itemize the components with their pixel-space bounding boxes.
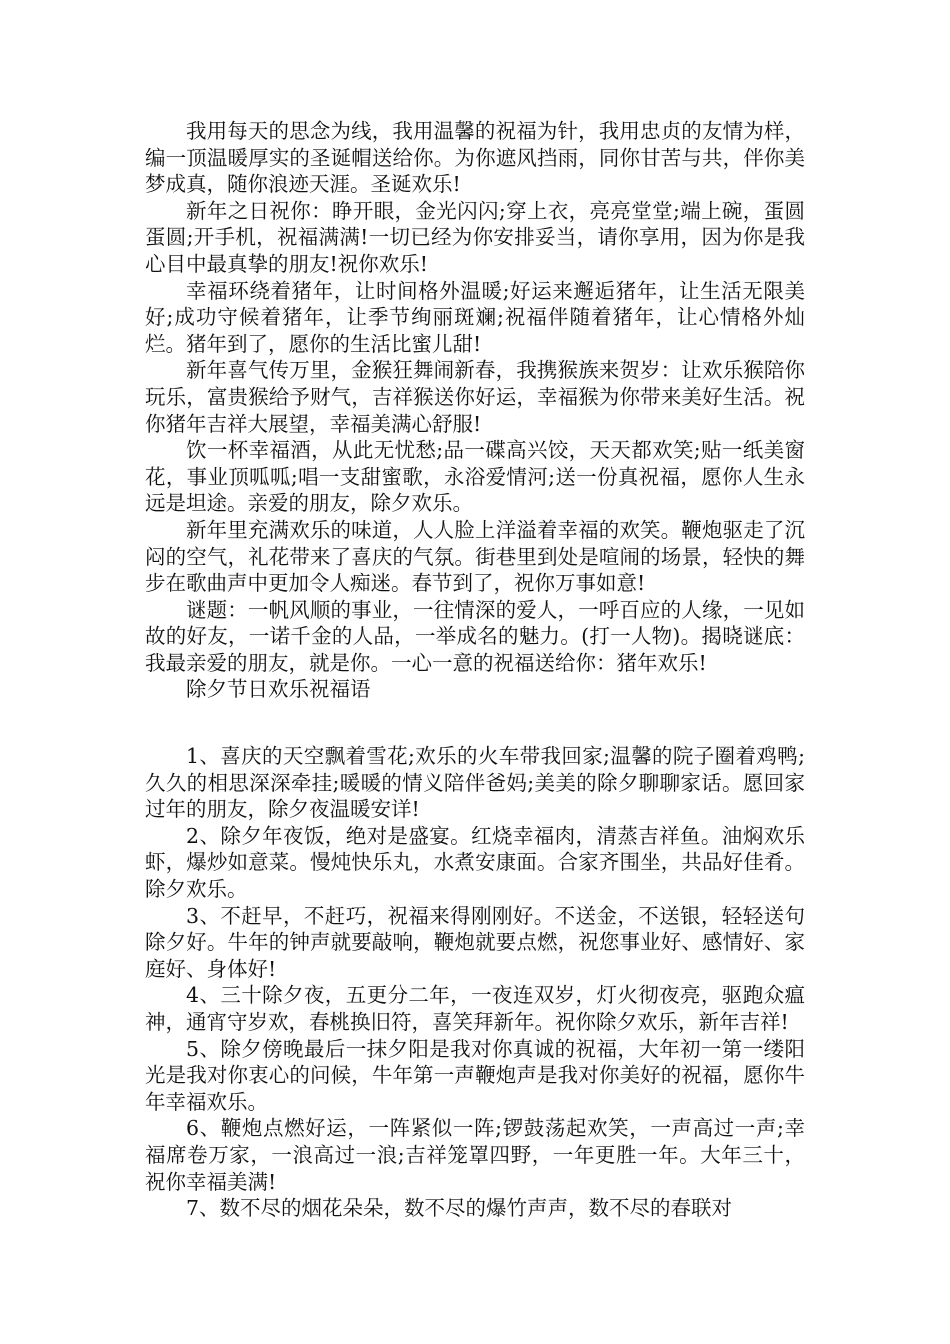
list-item-3: 3、不赶早，不赶巧，祝福来得刚刚好。不送金，不送银，轻轻送句除夕好。牛年的钟声就要敲响，鞭炮就要点燃，祝您事业好、感情好、家庭好、身体好!: [145, 903, 805, 981]
paragraph-festive-streets: 新年里充满欢乐的味道，人人脸上洋溢着幸福的欢笑。鞭炮驱走了沉闷的空气，礼花带来了喜庆的气氛。街巷里到处是喧闹的场景，轻快的舞步在歌曲声中更加令人痴迷。春节到了，祝你万事如意!: [145, 517, 805, 596]
list-item-5: 5、除夕傍晚最后一抹夕阳是我对你真诚的祝福，大年初一第一缕阳光是我对你衷心的问候，牛年第一声鞭炮声是我对你美好的祝福，愿你牛年幸福欢乐。: [145, 1036, 805, 1114]
paragraph-new-year-day: 新年之日祝你：睁开眼，金光闪闪;穿上衣，亮亮堂堂;端上碗，蛋圆蛋圆;开手机，祝福满满!一切已经为你安排妥当，请你享用，因为你是我心目中最真挚的朋友!祝你欢乐!: [145, 198, 805, 276]
paragraph-wine-and-dumplings: 饮一杯幸福酒，从此无忧愁;品一碟高兴饺，天天都欢笑;贴一纸美窗花，事业顶呱呱;唱一支甜蜜歌，永浴爱情河;送一份真祝福，愿你人生永远是坦途。亲爱的朋友，除夕欢乐。: [145, 438, 805, 516]
paragraph-riddle: 谜题：一帆风顺的事业，一往情深的爱人，一呼百应的人缘，一见如故的好友，一诺千金的人品，一举成名的魅力。(打一人物)。揭晓谜底：我最亲爱的朋友，就是你。一心一意的祝福送给你：猪年欢乐!: [145, 597, 805, 675]
blank-line: [145, 703, 805, 743]
list-item-2: 2、除夕年夜饭，绝对是盛宴。红烧幸福肉，清蒸吉祥鱼。油焖欢乐虾，爆炒如意菜。慢炖快乐丸，水煮安康面。合家齐围坐，共品好佳肴。除夕欢乐。: [145, 823, 805, 902]
list-item-1: 1、喜庆的天空飘着雪花;欢乐的火车带我回家;温馨的院子圈着鸡鸭;久久的相思深深牵挂;暖暖的情义陪伴爸妈;美美的除夕聊聊家话。愿回家过年的朋友，除夕夜温暖安详!: [145, 744, 805, 822]
document-page: [145, 118, 805, 1222]
paragraph-christmas-hat: 我用每天的思念为线，我用温馨的祝福为针，我用忠贞的友情为样，编一顶温暖厚实的圣诞帽送给你。为你遮风挡雨，同你甘苦与共，伴你美梦成真，随你浪迹天涯。圣诞欢乐!: [145, 119, 805, 197]
list-item-6: 6、鞭炮点燃好运，一阵紧似一阵;锣鼓荡起欢笑，一声高过一声;幸福席卷万家，一浪高过一浪;吉祥笼罩四野，一年更胜一年。大年三十，祝你幸福美满!: [145, 1116, 805, 1194]
list-item-7: 7、数不尽的烟花朵朵，数不尽的爆竹声声，数不尽的春联对: [186, 1196, 733, 1221]
paragraph-monkey-greeting: 新年喜气传万里，金猴狂舞闹新春，我携猴族来贺岁：让欢乐猴陪你玩乐，富贵猴给予财气，吉祥猴送你好运，幸福猴为你带来美好生活。祝你猪年吉祥大展望，幸福美满心舒服!: [145, 358, 805, 436]
list-item-4: 4、三十除夕夜，五更分二年，一夜连双岁，灯火彻夜亮，驱跑众瘟神，通宵守岁欢，春桃换旧符，喜笑拜新年。祝你除夕欢乐，新年吉祥!: [145, 983, 805, 1034]
section-heading: 除夕节日欢乐祝福语: [186, 677, 371, 702]
paragraph-pig-year-happiness: 幸福环绕着猪年，让时间格外温暖;好运来邂逅猪年，让生活无限美好;成功守候着猪年，让季节绚丽斑斓;祝福伴随着猪年，让心情格外灿烂。猪年到了，愿你的生活比蜜儿甜!: [145, 278, 805, 356]
